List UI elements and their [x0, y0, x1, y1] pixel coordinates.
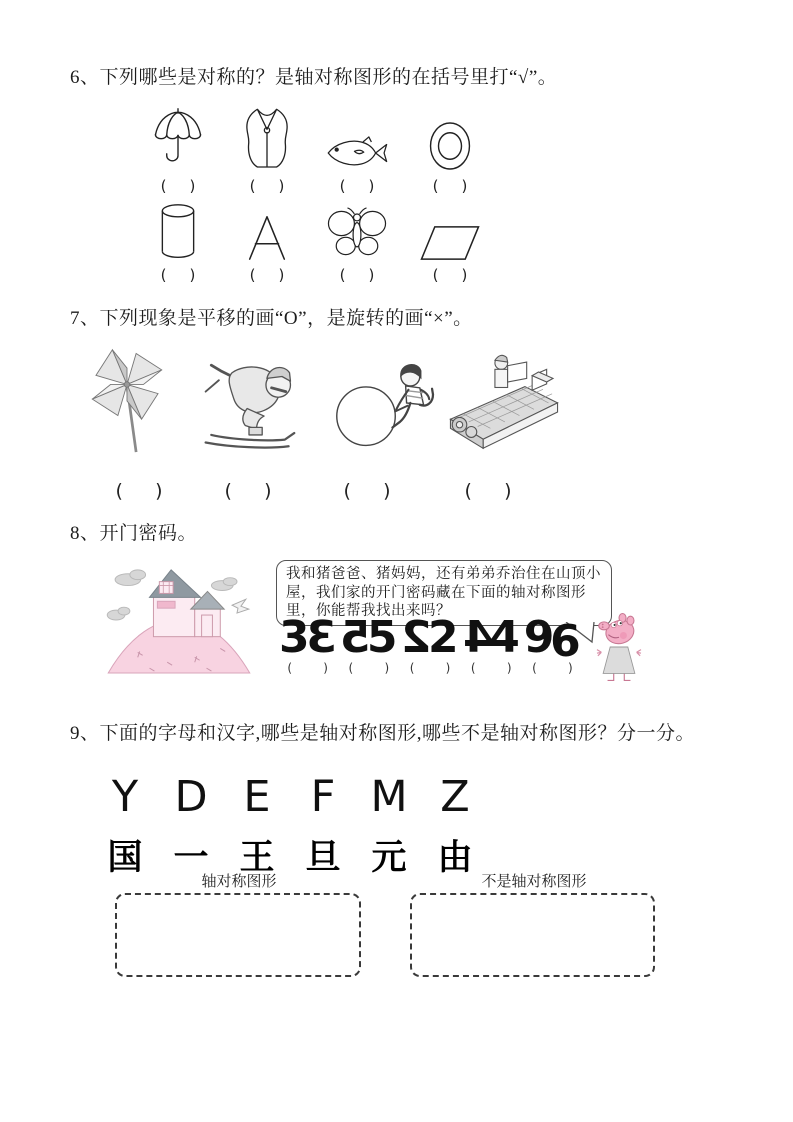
butterfly-icon [325, 204, 389, 262]
cylinder-icon [155, 202, 201, 262]
password-symbols-row [279, 612, 581, 675]
password-symbol-4: 44 ( ) [462, 612, 520, 675]
q7-item-hoop [330, 352, 436, 452]
vest-icon [239, 105, 295, 173]
letter-a-icon [242, 212, 292, 262]
question-8-title: 8、开门密码。 [70, 523, 198, 544]
answer-blank: ( ) [343, 480, 391, 502]
umbrella-icon [152, 107, 204, 173]
hanzi-yi: 一 [173, 838, 209, 877]
house-on-hill-illustration [104, 560, 254, 675]
pinwheel-icon [85, 344, 169, 456]
hanzi-wang: 王 [239, 838, 275, 877]
letters-row [92, 772, 488, 822]
not-symmetric-answer-box [410, 893, 655, 977]
conveyor-belt-icon [445, 352, 563, 452]
hanzi-you: 由 [437, 838, 473, 877]
answer-blank: ( ) [249, 177, 285, 195]
q6-item-butterfly [311, 200, 403, 284]
hoop-rolling-icon [330, 352, 436, 452]
answer-blank: ( ) [160, 177, 196, 195]
hanzi-yuan: 元 [371, 838, 407, 877]
ring-icon [427, 119, 473, 173]
answer-blank: ( ) [287, 661, 328, 675]
fish-icon [324, 133, 390, 173]
answer-blank: ( ) [432, 177, 468, 195]
symmetric-answer-box [115, 893, 361, 977]
q7-item-skier [190, 352, 308, 450]
password-symbol-2: 55 ( ) [340, 612, 398, 675]
answer-blank: ( ) [160, 266, 196, 284]
question-9-title: 9、下面的字母和汉字,哪些是轴对称图形,哪些不是轴对称图形？分一分。 [70, 723, 696, 744]
speech-bubble-text: 我和猪爸爸、猪妈妈，还有弟弟乔治住在山顶小屋，我们家的开门密码藏在下面的轴对称图形里，你能帮我找出来吗？ [286, 566, 601, 620]
peppa-pig-illustration [596, 610, 642, 684]
q6-item-cylinder [132, 200, 224, 284]
paper-plane [232, 599, 249, 613]
answer-blank: ( ) [348, 661, 390, 675]
letter-z: Z [440, 772, 470, 822]
answer-blank: ( ) [339, 266, 375, 284]
q6-item-ring [404, 103, 496, 195]
q7-item-conveyor [445, 352, 563, 452]
hanzi-dan: 旦 [305, 838, 341, 877]
question-6-title: 6、下列哪些是对称的？是轴对称图形的在括号里打“√”。 [70, 67, 558, 88]
roof [150, 570, 201, 598]
letter-m: M [370, 772, 408, 822]
answer-blank: ( ) [532, 661, 573, 675]
answer-blank: ( ) [224, 480, 272, 502]
answer-blank: ( ) [249, 266, 285, 284]
password-symbol-1: 33 ( ) [279, 612, 337, 675]
answer-blank: ( ) [409, 661, 451, 675]
letter-d: D [174, 772, 208, 822]
letter-y: Y [111, 772, 139, 822]
answer-blank: ( ) [470, 661, 512, 675]
symmetric-box-label: 轴对称图形 [201, 874, 277, 890]
answer-blank: ( ) [432, 266, 468, 284]
parallelogram-icon [418, 224, 482, 262]
password-symbol-3: 22 ( ) [401, 612, 459, 675]
q7-item-pinwheel [85, 344, 169, 456]
answer-blank: ( ) [115, 480, 163, 502]
q6-item-vest [221, 103, 313, 195]
q6-item-parallelogram [404, 200, 496, 284]
skier-icon [190, 352, 308, 450]
answer-blank: ( ) [339, 177, 375, 195]
answer-blank: ( ) [464, 480, 512, 502]
question-7-title: 7、下列现象是平移的画“O”，是旋转的画“×”。 [70, 308, 473, 329]
q6-item-letter-a [221, 200, 313, 284]
hanzi-guo: 国 [107, 838, 143, 877]
q6-item-umbrella [132, 103, 224, 195]
letter-f: F [310, 772, 336, 822]
q6-item-fish [311, 103, 403, 195]
password-symbol-5: 99 ( ) [523, 612, 581, 675]
letter-e: E [243, 772, 271, 822]
not-symmetric-box-label: 不是轴对称图形 [481, 874, 587, 890]
